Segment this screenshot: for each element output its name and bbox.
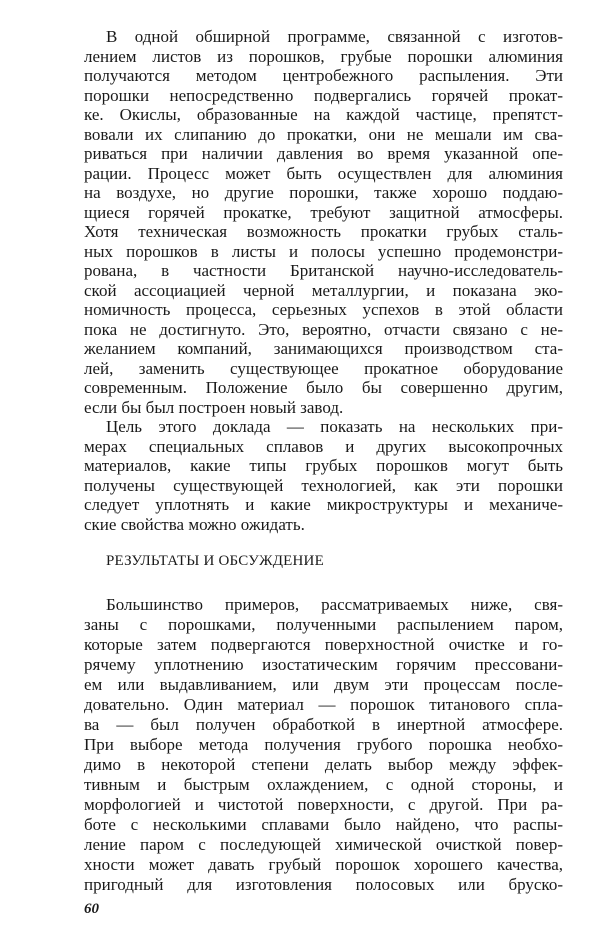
text-line: пока не достигнуто. Это, вероятно, отчасти связано с не-: [84, 319, 563, 339]
text-line: которые затем подвергаются поверхностной очистке и го-: [84, 635, 563, 654]
text-line: ской ассоциацией черной металлургии, и показана эко-: [84, 280, 563, 300]
text-line: тивным и быстрым охлаждением, с одной стороны, и: [84, 775, 563, 794]
text-line: вовали их слипанию до прокатки, они не мешали им сва-: [84, 124, 563, 144]
text-line: мерах специальных сплавов и других высокопрочных: [84, 436, 563, 456]
text-line: на воздухе, но другие порошки, также хорошо поддаю-: [84, 183, 563, 202]
text-line: ские свойства можно ожидать.: [84, 514, 305, 534]
text-line: желанием компаний, занимающихся производством ста-: [84, 339, 563, 358]
text-line: получены существующей технологией, как эти порошки: [84, 475, 563, 495]
document-page: [84, 24, 563, 924]
text-line: хности может давать грубый порошок хорошего качества,: [84, 855, 563, 874]
text-line: пригодный для изготовления полосовых или бруско-: [84, 875, 563, 894]
text-line: порошки непосредственно подвергались горячей прокат-: [84, 85, 563, 105]
text-line: димо в некоторой степени делать выбор между эффек-: [84, 755, 563, 774]
text-line: риваться при наличии давления во время указанной опе-: [84, 144, 563, 163]
text-line: морфологией и чистотой поверхности, с другой. При ра-: [84, 795, 563, 814]
text-line: номичность процесса, серьезных успехов в этой области: [84, 300, 563, 319]
text-line: боте с несколькими сплавами было найдено, что распы-: [84, 815, 563, 834]
text-line: ных порошков в листы и полосы успешно продемонстри-: [84, 241, 563, 261]
text-line: рована, в частности Британской научно-исследователь-: [84, 261, 563, 280]
paragraph-goal: [84, 417, 563, 534]
text-line: Хотя техническая возможность прокатки грубых сталь-: [84, 222, 563, 241]
text-line: рячему уплотнению изостатическим горячим прессовани-: [84, 655, 563, 674]
text-line: ке. Окислы, образованные на каждой частице, препятст-: [84, 105, 563, 124]
text-line: если бы был построен новый завод.: [84, 397, 344, 417]
text-line: лей, заменить существующее прокатное оборудование: [84, 358, 563, 378]
text-line: ем или выдавливанием, или двум эти процессам после-: [84, 675, 563, 694]
text-line: ление паром с последующей химической очисткой повер-: [84, 835, 563, 854]
text-line: рации. Процесс может быть осуществлен для алюминия: [84, 163, 563, 183]
text-line: заны с порошками, полученными распылением паром,: [84, 615, 563, 634]
text-line: следует уплотнять и какие микроструктуры и механиче-: [84, 495, 563, 514]
paragraph-results: [84, 595, 563, 895]
text-line: довательно. Один материал — порошок титанового спла-: [84, 695, 563, 714]
text-line: современным. Положение было бы совершенно другим,: [84, 378, 563, 397]
text-line: Цель этого доклада — показать на нескольких при-: [106, 417, 563, 436]
text-line: щиеся горячей прокатке, требуют защитной атмосферы.: [84, 202, 563, 222]
page-number: 60: [84, 901, 99, 917]
text-line: Большинство примеров, рассматриваемых ниже, свя-: [106, 595, 563, 614]
text-line: получаются методом центробежного распыления. Эти: [84, 66, 563, 85]
text-line: В одной обширной программе, связанной с изготов-: [106, 27, 563, 46]
text-line: ва — был получен обработкой в инертной атмосфере.: [84, 715, 563, 734]
text-line: При выборе метода получения грубого порошка необхо-: [84, 735, 563, 754]
text-line: лением листов из порошков, грубые порошки алюминия: [84, 46, 563, 66]
paragraph-intro: [84, 27, 563, 417]
section-heading: РЕЗУЛЬТАТЫ И ОБСУЖДЕНИЕ: [106, 553, 324, 569]
text-line: материалов, какие типы грубых порошков могут быть: [84, 456, 563, 475]
